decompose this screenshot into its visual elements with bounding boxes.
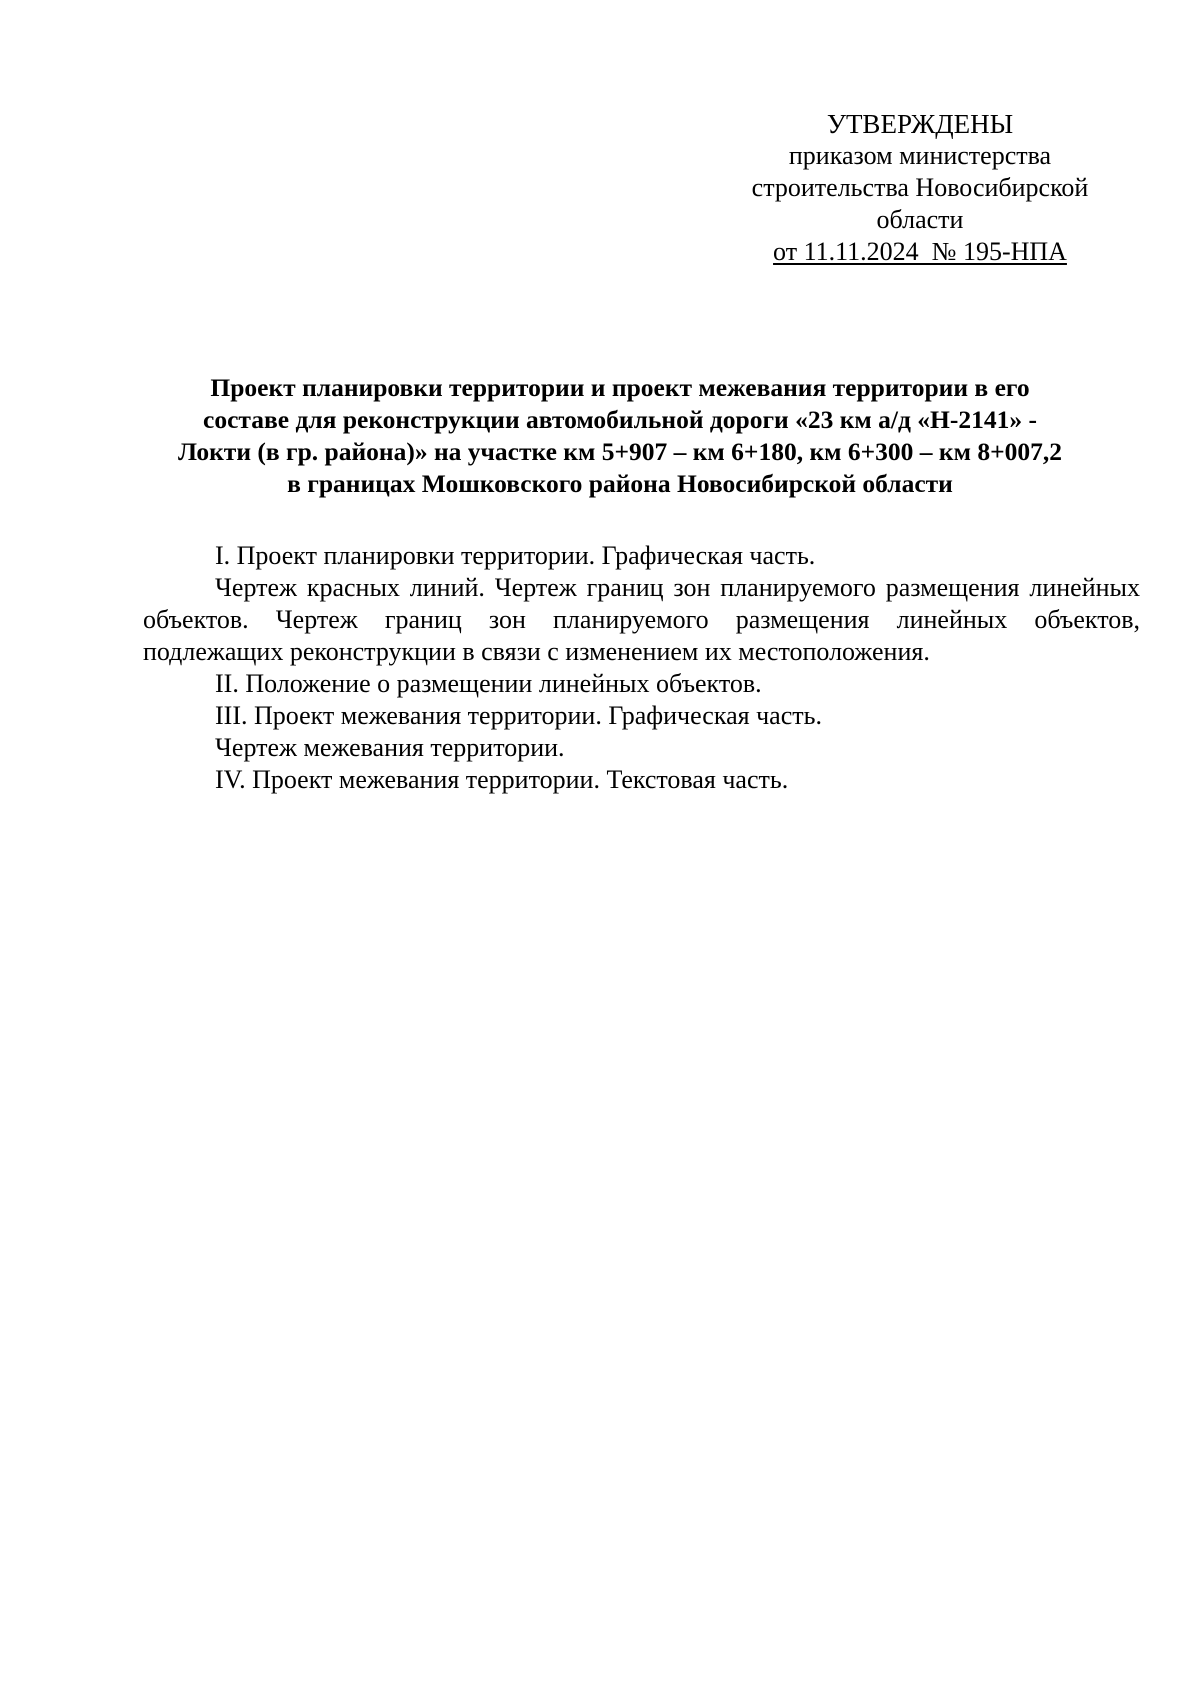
approval-line-3: области [876,205,964,234]
contents-item-2: II. Положение о размещении линейных объектов. [215,669,762,698]
contents-item-4: IV. Проект межевания территории. Текстовая часть. [215,765,789,794]
contents-item-3-detail: Чертеж межевания территории. [215,733,565,762]
approval-block [700,108,1140,268]
approval-heading: УТВЕРЖДЕНЫ [826,109,1014,139]
contents-list [143,540,1140,796]
title-line-4: в границах Мошковского района Новосибирской области [287,469,953,498]
title-line-2: составе для реконструкции автомобильной дороги «23 км а/д «Н-2141» - [203,405,1037,434]
approval-line-1: приказом министерства [788,141,1052,170]
document-title [140,372,1100,500]
approval-line-2: строительства Новосибирской [751,173,1089,202]
contents-item-1-detail: Чертеж красных линий. Чертеж границ зон планируемого размещения линейных объектов. Чертеж границ зон планируемого размещения линейных объектов, подлежащих реконструкции в связи с изменением их местоположения. [143,573,1140,666]
contents-item-3: III. Проект межевания территории. Графическая часть. [215,701,822,730]
title-line-3: Локти (в гр. района)» на участке км 5+907 – км 6+180, км 6+300 – км 8+007,2 [177,437,1063,466]
contents-item-1: I. Проект планировки территории. Графическая часть. [215,541,816,570]
title-line-1: Проект планировки территории и проект межевания территории в его [210,373,1030,402]
approval-order-date: от 11.11.2024 № 195-НПА [773,237,1067,266]
